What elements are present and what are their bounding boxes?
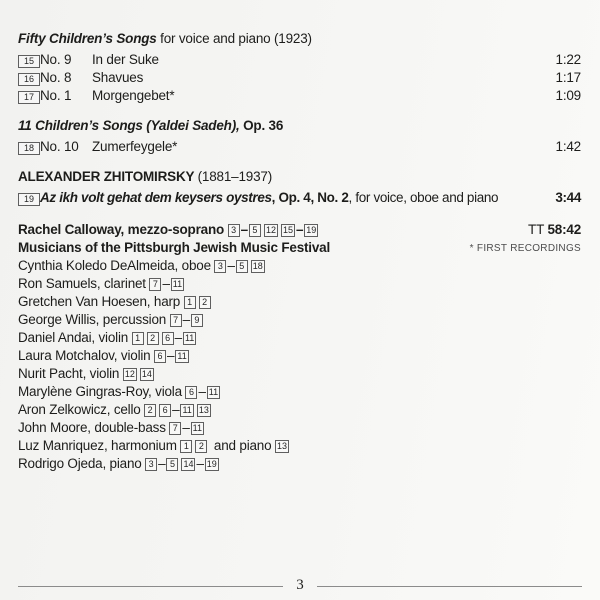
performer-text: Gretchen Van Hoesen, harp xyxy=(18,294,181,309)
work-heading-segment: for voice and piano (1923) xyxy=(156,31,312,46)
track-number-box: 2 xyxy=(144,404,156,417)
track-ref xyxy=(140,366,154,381)
track-number-box: 11 xyxy=(192,423,202,433)
performer-line xyxy=(18,347,581,365)
track-duration: 1:17 xyxy=(555,70,581,85)
track-ref xyxy=(214,258,247,273)
track-duration: 1:42 xyxy=(555,139,581,154)
performer-text: Cynthia Koledo DeAlmeida, oboe xyxy=(18,258,211,273)
performer-text: Daniel Andai, violin xyxy=(18,330,129,345)
track-number-box: 6 xyxy=(154,350,166,363)
track-ref xyxy=(169,420,204,435)
track-ref xyxy=(181,456,218,471)
performer-line xyxy=(18,419,581,437)
track-ref xyxy=(185,384,220,399)
track-ref xyxy=(275,438,289,453)
performer-text: Rachel Calloway, mezzo-soprano xyxy=(18,222,225,237)
track-number-box: 6 xyxy=(185,386,197,399)
track-duration: 1:22 xyxy=(555,52,581,67)
track-title-segment: , Op. 4, No. 2 xyxy=(271,190,349,205)
performer-text: and piano xyxy=(213,438,272,453)
range-dash-icon: – xyxy=(198,384,206,399)
range-dash-icon: – xyxy=(162,276,170,291)
performer-text: George Willis, percussion xyxy=(18,312,167,327)
track-ref-group xyxy=(275,438,292,453)
track-ref xyxy=(132,330,144,345)
performer-line xyxy=(18,257,581,275)
work-heading xyxy=(18,117,581,135)
performers-section xyxy=(18,221,581,473)
track-ref xyxy=(184,294,196,309)
range-dash-icon: – xyxy=(172,402,180,417)
track-number-box: 11 xyxy=(177,351,187,361)
track-number-box: 5 xyxy=(236,260,248,273)
performer-text: Nurit Pacht, violin xyxy=(18,366,120,381)
track-ref xyxy=(145,456,178,471)
performer-line xyxy=(18,383,581,401)
track-number-box: 6 xyxy=(162,332,174,345)
track-ref-group xyxy=(170,312,206,327)
footer-line-left xyxy=(18,586,283,588)
track-number-box: 11 xyxy=(172,279,183,289)
performer-line xyxy=(18,311,581,329)
track-number-box: 9 xyxy=(191,314,203,327)
range-dash-icon: – xyxy=(240,222,248,237)
track-ref-group xyxy=(184,294,214,309)
performer-text: Marylène Gingras-Roy, viola xyxy=(18,384,182,399)
track-no: No. 8 xyxy=(40,70,72,85)
track-ref xyxy=(149,276,184,291)
track-number-box: 14 xyxy=(141,369,152,379)
work-section xyxy=(18,117,581,156)
range-dash-icon: – xyxy=(196,456,204,471)
range-dash-icon: – xyxy=(174,330,182,345)
track-ref xyxy=(195,438,207,453)
track-title-segment: , for voice, oboe and piano xyxy=(348,190,499,205)
track-row xyxy=(18,138,581,156)
work-heading xyxy=(18,168,581,186)
performer-text: Aron Zelkowicz, cello xyxy=(18,402,141,417)
track-row xyxy=(18,189,581,207)
range-dash-icon: – xyxy=(182,312,190,327)
track-ref xyxy=(197,402,211,417)
track-number-box: 2 xyxy=(147,332,159,345)
track-number-box: 7 xyxy=(149,278,161,291)
track-ref xyxy=(170,312,203,327)
track-number-box: 3 xyxy=(228,224,240,237)
track-ref xyxy=(281,222,318,237)
track-number-box: 3 xyxy=(214,260,226,273)
track-row xyxy=(18,69,581,87)
track-ref-group xyxy=(144,402,214,417)
range-dash-icon: – xyxy=(182,420,190,435)
track-number-box: 11 xyxy=(184,333,195,343)
work-heading-segment: (1881–1937) xyxy=(197,169,272,184)
work-heading xyxy=(18,30,581,48)
work-section xyxy=(18,168,581,207)
work-heading-segment: ALEXANDER ZHITOMIRSKY xyxy=(18,169,198,184)
performer-line xyxy=(18,401,581,419)
track-ref xyxy=(159,402,194,417)
track-number-box: 3 xyxy=(145,458,157,471)
track-ref xyxy=(251,258,265,273)
performer-text: Rodrigo Ojeda, piano xyxy=(18,456,142,471)
track-ref xyxy=(199,294,211,309)
track-ref-group xyxy=(214,258,267,273)
range-dash-icon: – xyxy=(227,258,235,273)
track-number-box: 5 xyxy=(249,224,261,237)
track-ref-group xyxy=(180,438,210,453)
range-dash-icon: – xyxy=(295,222,304,237)
track-number-box: 19 xyxy=(18,193,40,206)
track-number-box: 13 xyxy=(198,405,209,415)
track-number-box: 18 xyxy=(18,142,40,155)
track-row xyxy=(18,51,581,69)
work-heading-segment: 11 Children’s Songs (Yaldei Sadeh), xyxy=(18,118,244,133)
track-ref-group xyxy=(132,330,200,345)
work-heading-segment: Fifty Children’s Songs xyxy=(18,31,157,46)
footer-line-right xyxy=(317,586,582,588)
track-ref xyxy=(144,402,156,417)
track-number-box: 19 xyxy=(306,225,317,235)
track-number-box: 18 xyxy=(252,261,263,271)
track-ref-group xyxy=(228,222,322,237)
track-ref xyxy=(123,366,137,381)
range-dash-icon: – xyxy=(158,456,166,471)
page-footer xyxy=(18,579,582,594)
track-number-box: 6 xyxy=(159,404,171,417)
track-ref-group xyxy=(154,348,192,363)
track-ref-group xyxy=(123,366,157,381)
track-title: Zumerfeygele* xyxy=(92,139,178,154)
track-number-box: 14 xyxy=(183,459,194,469)
track-ref xyxy=(154,348,189,363)
performer-text: John Moore, double-bass xyxy=(18,420,166,435)
track-ref xyxy=(162,330,197,345)
work-heading-segment: Op. 36 xyxy=(243,118,284,133)
range-dash-icon: – xyxy=(167,348,175,363)
track-number-box: 2 xyxy=(195,440,207,453)
total-time-label: TT xyxy=(528,222,544,237)
track-number-box: 2 xyxy=(199,296,211,309)
performer-line xyxy=(18,365,581,383)
track-title: Shavues xyxy=(92,70,144,85)
track-ref xyxy=(147,330,159,345)
track-number-box: 13 xyxy=(276,441,287,451)
track-row xyxy=(18,87,581,105)
track-number-box: 1 xyxy=(184,296,196,309)
track-ref-group xyxy=(169,420,207,435)
track-number-box: 7 xyxy=(170,314,182,327)
performer-line xyxy=(18,293,581,311)
totals-column xyxy=(470,221,581,258)
track-ref xyxy=(264,222,278,237)
track-number-box: 5 xyxy=(166,458,178,471)
track-no: No. 10 xyxy=(40,139,79,154)
total-time-value: 58:42 xyxy=(547,222,581,237)
performer-line xyxy=(18,437,581,455)
track-number-box: 1 xyxy=(180,440,192,453)
track-duration: 3:44 xyxy=(555,190,581,205)
performer-text: Ron Samuels, clarinet xyxy=(18,276,146,291)
track-number-box: 19 xyxy=(206,459,217,469)
track-title: In der Suke xyxy=(92,52,159,67)
track-number-box: 17 xyxy=(18,91,40,104)
track-number-box: 15 xyxy=(18,55,40,68)
first-recordings-note: * FIRST RECORDINGS xyxy=(469,243,581,254)
work-section xyxy=(18,30,581,105)
track-number-box: 12 xyxy=(265,225,276,235)
total-time xyxy=(470,221,581,239)
performer-line xyxy=(18,455,581,473)
performer-line xyxy=(18,329,581,347)
track-ref-group xyxy=(149,276,187,291)
performers-list xyxy=(18,221,581,473)
track-ref xyxy=(180,438,192,453)
works-list xyxy=(18,30,581,207)
performer-text: Musicians of the Pittsburgh Jewish Music Festival xyxy=(18,240,331,255)
track-number-box: 12 xyxy=(124,369,135,379)
track-number-box: 11 xyxy=(182,405,192,415)
performer-text: Laura Motchalov, violin xyxy=(18,348,151,363)
track-title xyxy=(40,189,555,207)
performer-text: Luz Manriquez, harmonium xyxy=(18,438,177,453)
track-no: No. 1 xyxy=(40,88,72,103)
track-ref xyxy=(228,222,261,237)
track-no: No. 9 xyxy=(40,52,72,67)
track-number-box: 15 xyxy=(282,225,293,235)
track-number-box: 11 xyxy=(208,387,219,397)
track-title-segment: Az ikh volt gehat dem keysers oystres xyxy=(40,190,272,205)
track-number-box: 7 xyxy=(169,422,181,435)
track-number-box: 1 xyxy=(132,332,144,345)
track-duration: 1:09 xyxy=(555,88,581,103)
track-ref-group xyxy=(145,456,222,471)
page-number: 3 xyxy=(296,577,304,593)
performer-line xyxy=(18,275,581,293)
track-ref-group xyxy=(185,384,223,399)
track-number-box: 16 xyxy=(18,73,40,86)
track-title: Morgengebet* xyxy=(92,88,175,103)
